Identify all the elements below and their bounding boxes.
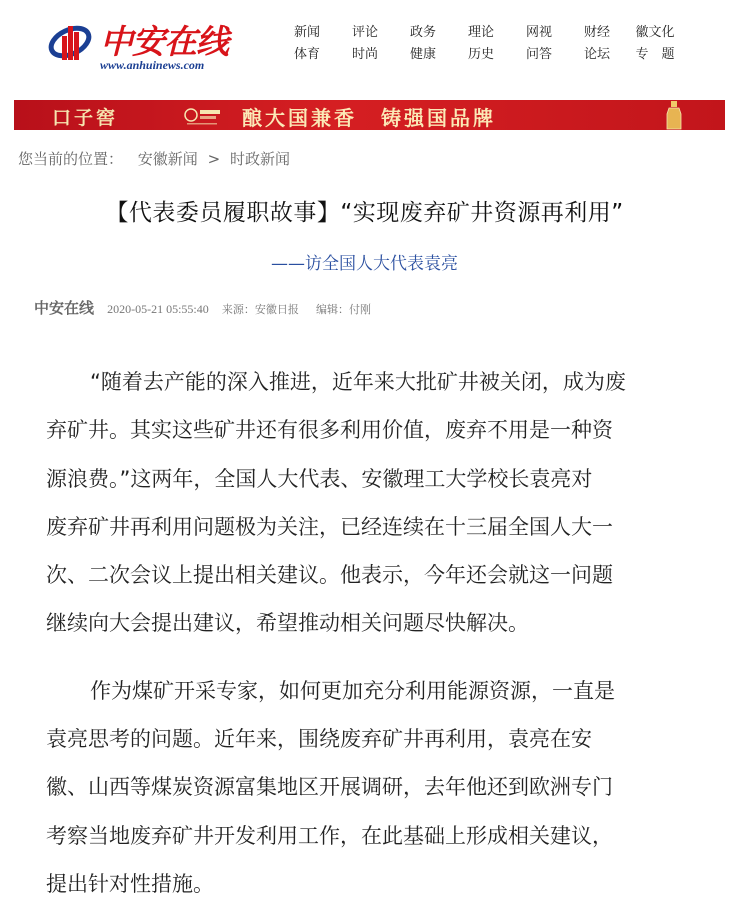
nav-item-forum[interactable]: 论坛: [583, 47, 610, 62]
nav-item-news[interactable]: 新闻: [293, 25, 320, 40]
paragraph-line: 弃矿井。其实这些矿井还有很多利用价值，废弃不用是一种资: [46, 418, 613, 443]
cctv-badge-icon: [184, 104, 222, 126]
breadcrumb-separator: >: [207, 150, 221, 168]
paragraph-line: 徽、山西等煤炭资源富集地区开展调研，去年他还到欧洲专门: [46, 775, 613, 800]
paragraph-line: “随着去产能的深入推进，近年来大批矿井被关闭，成为废: [90, 370, 626, 394]
article-body: [46, 358, 696, 908]
logo-swoosh-icon: [48, 16, 96, 64]
breadcrumb-label: 您当前的位置：: [18, 150, 124, 168]
ad-banner[interactable]: [14, 100, 725, 130]
article-title: 【代表委员履职故事】“实现废弃矿井资源再利用”: [105, 200, 624, 226]
nav-item-theory[interactable]: 理论: [467, 25, 494, 40]
nav-item-health[interactable]: 健康: [409, 47, 436, 62]
nav-item-hui-culture[interactable]: 徽文化: [635, 25, 675, 40]
banner-slogan-part-2: 铸强国品牌: [380, 106, 496, 130]
meta-site-name: 中安在线: [34, 299, 95, 317]
bottle-icon: [663, 100, 685, 130]
article-paragraph: [46, 667, 696, 908]
breadcrumb-item-politics-news[interactable]: 时政新闻: [229, 150, 290, 168]
banner-slogan: [242, 102, 510, 130]
article-meta: [34, 297, 383, 318]
paragraph-line: 考察当地废弃矿井开发利用工作，在此基础上形成相关建议，: [46, 823, 613, 848]
nav-item-government[interactable]: 政务: [409, 25, 436, 40]
paragraph-line: 袁亮思考的问题。近年来，围绕废弃矿井再利用，袁亮在安: [46, 727, 592, 752]
article-subtitle: ——访全国人大代表袁亮: [271, 254, 458, 274]
paragraph-line: 作为煤矿开采专家，如何更加充分利用能源资源，一直是: [90, 678, 615, 703]
nav-item-finance[interactable]: 财经: [583, 25, 610, 40]
nav-item-comment[interactable]: 评论: [351, 25, 378, 40]
site-header: [0, 0, 729, 96]
breadcrumb-item-anhui-news[interactable]: 安徽新闻: [137, 150, 198, 168]
nav-item-fashion[interactable]: 时尚: [351, 47, 378, 62]
meta-source: 来源：安徽日报: [221, 303, 299, 316]
nav-item-qa[interactable]: 问答: [525, 47, 552, 62]
nav-item-special[interactable]: 专 题: [635, 47, 675, 62]
paragraph-line: 次、二次会议上提出相关建议。他表示，今年还会就这一问题: [46, 563, 613, 588]
nav-item-history[interactable]: 历史: [467, 47, 494, 62]
meta-datetime: 2020-05-21 05:55:40: [107, 302, 209, 316]
logo-text: 中安在线: [100, 22, 228, 61]
breadcrumb: [18, 148, 290, 169]
banner-slogan-part-1: 酿大国兼香: [242, 106, 357, 130]
main-nav: [278, 24, 698, 64]
paragraph-line: 提出针对性措施。: [46, 871, 214, 896]
banner-brand: 口子窖: [52, 107, 119, 129]
meta-editor: 编辑：付刚: [315, 303, 371, 316]
logo-url: www.anhuinews.com: [100, 58, 205, 72]
article-paragraph: [46, 358, 696, 648]
paragraph-line: 废弃矿井再利用问题极为关注，已经连续在十三届全国人大一: [46, 514, 613, 539]
site-logo[interactable]: [48, 14, 238, 74]
paragraph-line: 源浪费。”这两年，全国人大代表、安徽理工大学校长袁亮对: [46, 466, 593, 491]
nav-item-video[interactable]: 网视: [525, 25, 552, 40]
paragraph-line: 继续向大会提出建议，希望推动相关问题尽快解决。: [46, 611, 529, 636]
nav-item-sports[interactable]: 体育: [293, 47, 320, 62]
